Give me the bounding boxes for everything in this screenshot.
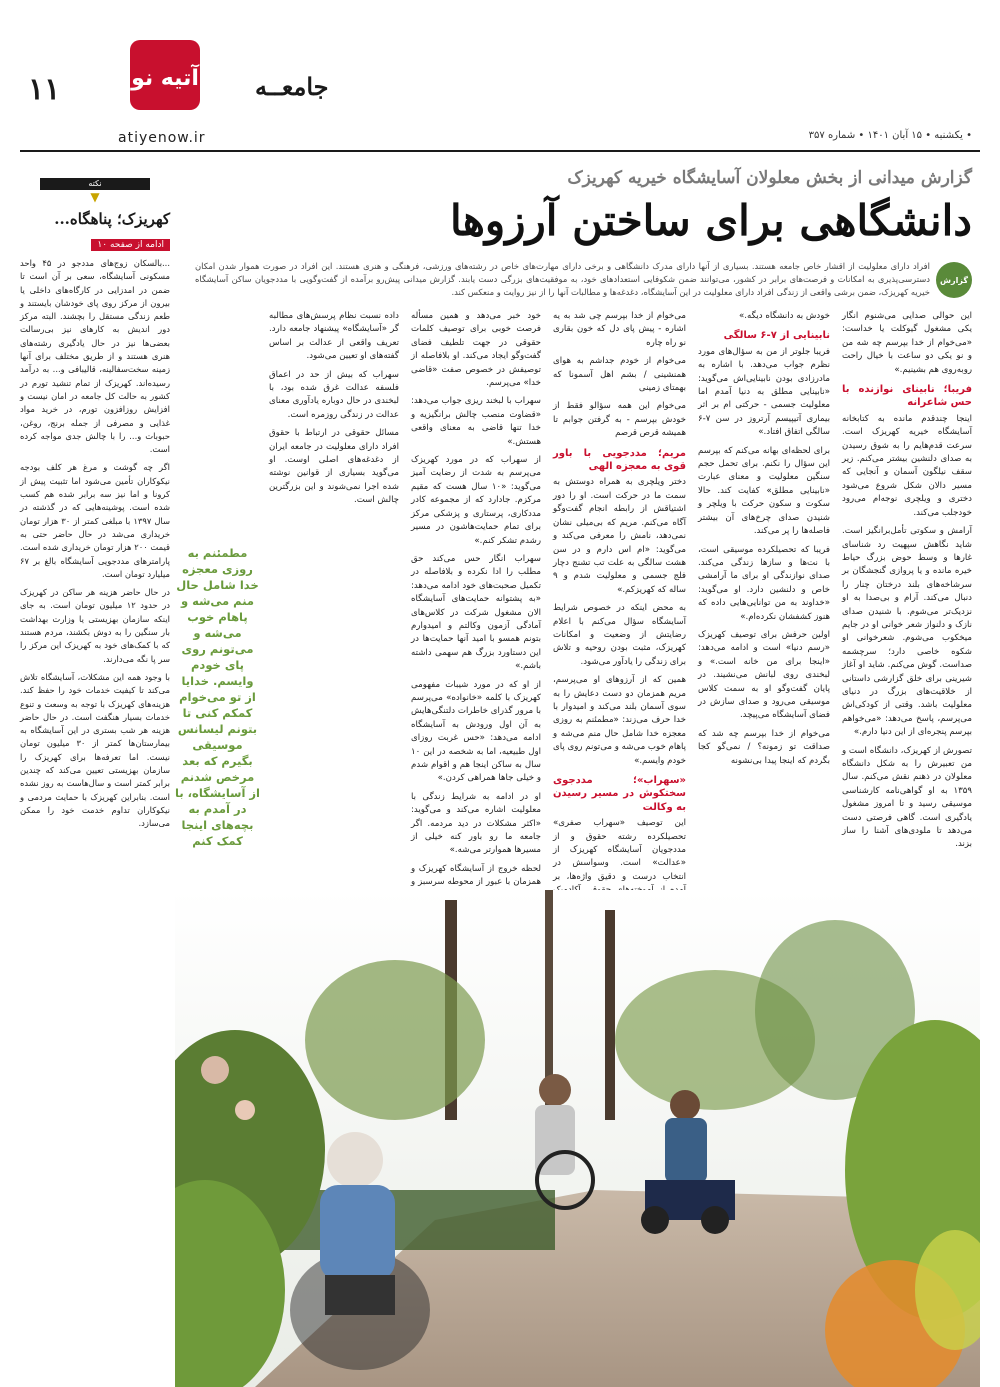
photo-illustration (175, 890, 980, 1387)
article-photo (175, 890, 980, 1387)
article-column-2 (698, 310, 830, 773)
paragraph: داده نسبت نظام پرسش‌های مطالبه گر «آسایشگاه» پیشنهاد جامعه دارد. تعریف واقعی از عدالت بر اساس گفته‌های او تعیین می‌شود. (269, 311, 399, 362)
paragraph: اگر چه گوشت و مرغ هر کلف بودجه نیکوکاران تأمین می‌شود اما تثبیت پیش از کرونا و اما نیز سه برابر شده هم کسب شده است. پوشینه‌هایی که در گذشته در سال ۱۳۹۷ با مبلغی کمتر از ۳۰ هزار تومان خریداری می‌شد در حال حاضر حتی به قیمت ۲۰۰ هزار تومان خریداری شده است. پارامترهای مددجویی آسایشگاه بالغ بر ۶۷ میلیارد تومان است. (20, 462, 170, 579)
paragraph: فریبا که تحصیلکرده موسیقی است، با نت‌ها و سازها زندگی می‌کند. صدای نوازندگی او برای ما آرامشی خاص و دلنشین دارد. او می‌گوید: «خداوند به من توانایی‌هایی داده که هنوز کشفشان نکرده‌ام.» (698, 544, 830, 622)
paragraph: به محض اینکه در خصوص شرایط آسایشگاه سؤال می‌کنم با اعلام رضایتش از وضعیت و امکانات کهریزک، مثبت بودن روحیه و تلاش برای زندگی را یادآور می‌شود. (553, 603, 686, 667)
sidebar-title: کهریزک؛ پناهگاه... (54, 210, 170, 228)
paragraph: همین که از آرزوهای او می‌پرسم، مریم همزمان دو دست دعایش را به سوی آسمان بلند می‌کند و امیدوار با خدا حرف می‌زند: «مطمئنم به روزی معجزه خدا شامل حال منم می‌شه و پاهام خوب می‌شه و می‌تونم روی پای خودم وایسم.» (553, 675, 686, 766)
subheading: مریم؛ مددجویی با باور قوی به معجزه الهی (553, 447, 686, 473)
paragraph: مسائل حقوقی در ارتباط با حقوق افراد دارای معلولیت در جامعه ایران از دغدغه‌های اصلی اوست. او می‌گوید بسیاری از قوانین نوشته شده اجرا نمی‌شوند و این بزرگترین چالش است. (269, 428, 399, 506)
website-url[interactable]: atiyenow.ir (118, 130, 206, 146)
paragraph: سهراب با لبخند ریزی جواب می‌دهد: «قضاوت منصب چالش برانگیزیه و خدا تنها قاضی به معنای واقعی هستش.» (411, 396, 541, 447)
paragraph: می‌خوام از خدا بپرسم چی شد به یه اشاره - پیش پای دل که خون بقاری نو راه چاره (553, 311, 686, 348)
sidebar-column (20, 178, 170, 1038)
article-lead: افراد دارای معلولیت از اقشار خاص جامعه هستند. بسیاری از آنها دارای مدرک دانشگاهی و برخی دارای مهارت‌های خاص در رشته‌های ورزشی، فرهنگی و هنری هستند. این افراد در صورت هموار شدن امکان دسترسی‌پذیری به امکانات و فرصت‌های برابر در کشور، می‌توانند ضمن شکوفایی استعدادهای خود، به موفقیت‌های بزرگی دست یابند. گزارش میدانی پیش‌رو برآمده از گفت‌وگویی با مددجویان ساکن آسایشگاه خیریه کهریزک، ضمن برشی واقعی از زندگی افراد دارای معلولیت در این آسایشگاه، دغدغه‌ها و مطالبات آنها را از نیز روایت و منعکس کند. (195, 261, 930, 297)
paragraph: تصورش از کهریزک، دانشگاه است و من تعبیرش را به شکل دانشگاه معلولان در ذهنم نقش می‌کنم. سال ۱۳۵۹ به او گواهی‌نامه کارشناسی موسیقی رسید و تا امروز مشغول یادگیری است. گاهی فرصتی دست می‌دهد تا ملودی‌های آشنا را ساز بزند. (842, 745, 972, 850)
paragraph: خودش به دانشگاه دیگه.» (739, 311, 830, 321)
paragraph: آرامش و سکوتی تأمل‌برانگیز است. شاید نگاهش سپهیت رد شناسای غارها و وسط حوض بزرگ حیاط خیره مانده و یا پروازی گنجشگان بر سرشاخه‌های بلند درختان چنار را دنبال می‌کند. آرام و بی‌صدا به او نزدیک‌تر می‌شوم. با شنیدن صدای نازک و دلنواز شعر خوانی او در جایم میخکوب می‌شوم. شعرخوانی او شکوه خاصی دارد؛ سرچشمه صداست. گوش می‌کنم. شاید او آغاز شیرینی برای خلق گزارشی داستانی از خلاقیت‌های بزرگ در دنیای معلولیت باشد. وقتی از کودکی‌اش می‌پرسم، پاسخ می‌دهد: «می‌خواهم بپرسم پنجره‌ای از این دنیا دارم.» (842, 526, 972, 738)
paragraph: در حال حاضر هزینه هر ساکن در کهریزک در حدود ۱۲ میلیون تومان است. به جای اینکه سازمان بهزیستی یا وزارت بهداشت بار سنگین را به دوش بکشند، مردم هستند که با کمک‌های خود به کهریزک این مرکز را سر پا نگه می‌دارند. (20, 587, 170, 664)
paragraph: سهراب که بیش از حد در اعماق فلسفه عدالت غرق شده بود، با لبخندی در حال دوباره یادآوری معنای عدالت در زندگی روزمره است. (269, 369, 399, 420)
issue-info: • یکشنبه • ۱۵ آبان ۱۴۰۱ • شماره ۳۵۷ (808, 130, 972, 141)
paragraph: خود خبر می‌دهد و همین مسأله فرصت خوبی برای توصیف کلمات حقوقی در جهت تلطیف فضای گفت‌وگو ایجاد می‌کند. او بلافاصله از توصیفش در خصوص صفت «قاضی خدا» می‌پرسم. (411, 311, 541, 389)
paragraph: او در ادامه به شرایط زندگی با معلولیت اشاره می‌کند و می‌گوید: «اکثر مشکلات در دید مردمه. اگر جامعه ما رو باور کنه خیلی از مسیرها هموارتر می‌شه.» (411, 791, 541, 856)
paragraph: لحظه خروج از آسایشگاه کهریزک و همزمان با عبور از محوطه سرسبز و (411, 863, 541, 888)
paragraph: این حوالی صدایی می‌شنوم انگار یکی مشغول گیوکلت یا خداست: «می‌خوام از خدا بپرسم چه شه من و نو یکی دو ساعت با خیال راحت روبه‌روی هم بشینیم.» (842, 311, 972, 375)
paragraph: اولین حرفش برای توصیف کهریزک «رسم دنیا» است و ادامه می‌دهد: «اینجا برای من خانه است.» و لبخندی روی لبانش می‌نشیند. در پایان گفت‌وگو او به سمت کلاس موسیقی می‌رود و صدای سازش در فضای آسایشگاه می‌پیچد. (698, 629, 830, 721)
page-number: ۱۱ (28, 72, 61, 107)
section-title: جامعــه (255, 72, 329, 101)
report-badge: گزارش (936, 262, 972, 298)
article-column-5 (269, 310, 399, 513)
logo-text: آتیه نو (131, 66, 199, 91)
paragraph: فریبا جلوتر از من به سؤال‌های مورد نظرم جواب می‌دهد. با اشاره به مادرزادی بودن نابینایی‌اش می‌گوید: «نابینایی مطلق به دنیا آمدم اما معلولیت جسمی - حرکتی ام بر اثر بیماری آتیپیسم آرتروز در سن ۷-۶ سالگی اتفاق افتاد.» (698, 346, 830, 438)
pull-quote: مطمئنم به روزی معجزه خدا شامل حال منم می‌شه و پاهام خوب می‌شه و می‌تونم روی پای خودم وایسم. خدایا از تو می‌خوام کمکم کنی تا بتونم لیسانس موسیقی بگیرم که بعد مرخص شدنم از آسایشگاه، با در آمدم به بچه‌های اینجا کمک کنم (175, 546, 260, 848)
subheading: فریبا؛ نابینای نوازنده با حس شاعرانه (842, 384, 972, 409)
paragraph: این توصیف «سهراب صفری» تحصیلکرده رشته حقوق و از مددجویان آسایشگاه کهریزک از «عدالت» است. وسواسش در انتخاب درست و دقیق واژه‌ها، بر (553, 818, 686, 882)
subheading: نابینایی از ۷-۶ سالگی (723, 330, 830, 342)
paragraph: می‌خوام این همه سؤالو فقط از خودش بپرسم - به گرفتن جوابم تا همیشه قرص قرصم (553, 401, 686, 439)
article-kicker: گزارش میدانی از بخش معلولان آسایشگاه خیریه کهریزک (567, 168, 972, 188)
paragraph: می‌خوام از خدا بپرسم چه شد که صداقت تو زمونه؟ / نمی‌گو کجا بگردم که اینجا پیدا بی‌نشونه (698, 728, 830, 766)
sidebar-tag: نکته (40, 178, 150, 190)
paragraph: از او که در مورد شیبات مفهومی کهریزک با کلمه «خانواده» می‌پرسم با مرور گذرای خاطرات دلتنگی‌هایش به آن اول ورودش به آسایشگاه ادامه می‌دهد: «حس غربت روزای اول طبیعیه، اما به شخصه در این ۱۰ سال به ساکن اینجا هم و اقوام شدم و خیلی جاها همراهی کردن.» (411, 679, 541, 784)
paragraph: دختر ویلچری به همراه دوستش به سمت ما در حرکت است. او را دور اشتیاقش از رابطه انجام گفت‌وگو آگاه می‌کنم. مریم که بی‌میلی نشان نمی‌دهد، نامش را معرفی می‌کند و می‌گوید: «ام اس دارم و در سن هشت سالگی به علت تب تشنج دچار فلج جسمی و معلولیت شدم و ۹ ساله که کهریزکم.» (553, 477, 686, 595)
paragraph: سهراب انگار حس می‌کند حق مطلب را ادا نکرده و بلافاصله در تکمیل صحبت‌های خود ادامه می‌دهد: «به پشتوانه حمایت‌های آسایشگاه الان مشغول شرکت در کلاس‌های آمادگی آزمون وکالتم و امیدوارم بتونم همسو با امید آنها حمایت‌ها در این دستاورد بزرگ هم سهمی داشته باشم.» (411, 553, 541, 672)
paragraph: برای لحظه‌ای بهانه می‌کنم که بپرسم این سؤال را نکنم. برای تحمل حجم سنگین معلولیت و معنای عبارت «نابینایی مطلق» کفایت کند. حالا سکوت و سکون حرکت با ویلچر و شنیدن صدای چرخ‌های آن بیشتر فاصله‌ها را پر می‌کند. (698, 445, 830, 537)
header-divider (20, 150, 980, 152)
article-column-1 (842, 310, 972, 857)
article-title: دانشگاهی برای ساختن آرزوها (449, 196, 972, 245)
paragraph: می‌خوام از خودم جداشم به هوای همنشینی / بشم اهل آسمونا که بهمتای زمینی (553, 356, 686, 394)
paragraph: ...بالسکان زوج‌های مددجو در ۴۵ واحد مسکونی آسایشگاه، سعی بر آن است تا ضمن در امدزایی در کارگاه‌های داخلی یا بیرون از مرکز روی پای خودشان بایستند و طعم زندگی مستقل را بچشند. البته مرکز دور اندیش به کارهای نیز بی‌رسالت بعضی‌ها نیز در حال یادگیری رشته‌های هنری هستند و از طریق مختلف برای آنها زمینه سخت‌سفالینه، قالیبافی و... به درآمد رسیده‌اند. کهریزک از تمام تنشید تورم در کشور به حالت کل جامعه در امان نیست و افزایش روزافزون تورم، در خرید مواد غذایی و مصرفی از جمله برنج، روغن، حبوبات و... را با چالش جدی مواجه کرده است. (20, 258, 171, 455)
article-column-4 (411, 310, 541, 975)
chevron-down-icon: ▼ (90, 190, 100, 204)
masthead (0, 0, 1000, 150)
continued-badge: ادامه از صفحه ۱۰ (91, 239, 170, 251)
subheading: «سهراب»؛ مددجوی سختکوش در مسیر رسیدن به وکالت (553, 775, 686, 813)
paragraph: با وجود همه این مشکلات، آسایشگاه تلاش می‌کند تا کیفیت خدمات خود را حفظ کند. هزینه‌های کهریزک با توجه به وسعت و تنوع خدمات بسیار هنگفت است. در حال حاضر هزینه هر شب بستری در این آسایشگاه به بیمارستان‌ها کمتر از ۳۰ میلیون تومان نیست. اما تعرفه‌ها برای کهریزک را سازمان بهزیستی تعیین می‌کند که چندین برابر کمتر است و سال‌هاست به روز نشده است. بنابراین کهریزک با حمایت مردمی و نیکوکاران تداوم خدمت خود را ممکن می‌سازد. (20, 671, 170, 829)
newspaper-logo (125, 35, 205, 115)
paragraph: از سهراب که در مورد کهریزک می‌پرسم به شدت از رضایت آمیز می‌گوید: «۱۰ سال هست که مقیم مرکزم. جادارد که از مجموعه کادر مددکاری، پرستاری و پزشکی مرکز برای تمام حمایت‌هاشون در مسیر رشدم تشکر کنم.» (411, 455, 541, 546)
paragraph: اینجا چندقدم مانده به کتابخانه آسایشگاه خیریه کهریزک است. سرعت قدم‌هایم را به شوق رسیدن به صدای دلنشین بیشتر می‌کنم. زیر سقف نیلگون آسمان و آنجایی که مسیر دالان شکل شروع می‌شود دختری و ویلچری نوجه‌ام می‌رود خودجلب می‌کند. (842, 413, 972, 518)
